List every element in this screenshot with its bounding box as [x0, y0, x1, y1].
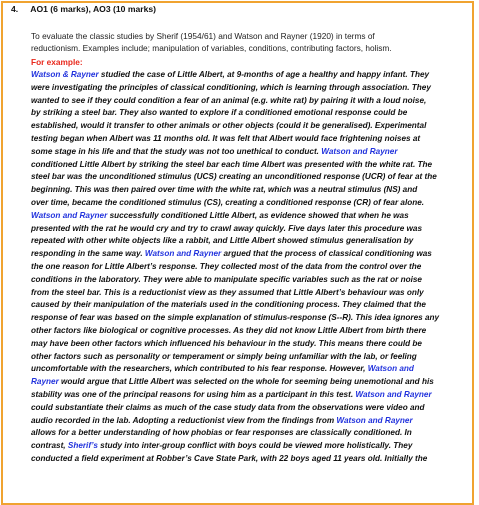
- answer-line: [31, 235, 471, 248]
- answer-text: caused by their manipulation of the materials used in the conditioning process. They claimed that the: [31, 300, 426, 310]
- answer-text: argued that the process of classical conditioning was: [221, 249, 432, 259]
- answer-line: [31, 210, 471, 223]
- answer-line: [31, 146, 471, 159]
- answer-line: [31, 69, 471, 82]
- question-header: [11, 4, 156, 14]
- answer-text: from the steel bar. This is a reductionist view as they assumed that Little Albert’s behaviour was only: [31, 287, 424, 297]
- answer-text: steel bar was the unconditioned stimulus (UCS) creating an unconditioned response (UCR) of fear at the: [31, 172, 437, 182]
- answer-text: over time, became the conditioned stimulus (CS), creating a conditioned response (CR) of fear alone.: [31, 197, 425, 207]
- answer-text: other factors like biological or cognitive processes. As they did not know Little Albert from birth there: [31, 325, 427, 335]
- question-number: 4.: [11, 4, 19, 14]
- answer-text: allows for a better understanding of how phobias or fear responses are classically conditioned. In: [31, 428, 412, 438]
- answer-line: [31, 453, 471, 466]
- answer-text: contrast,: [31, 441, 68, 451]
- answer-line: [31, 120, 471, 133]
- answer-line: [31, 223, 471, 236]
- study-name-highlight: Rayner: [31, 377, 59, 387]
- study-name-highlight: Sherif’s: [67, 441, 98, 451]
- answer-text: the one reason for Little Albert’s response. They collected most of the data from the control over the: [31, 261, 422, 271]
- answer-text: could substantiate their claims as much of the case study data from the observations were video and: [31, 402, 425, 412]
- answer-line: [31, 261, 471, 274]
- example-answer-text: [31, 69, 471, 466]
- answer-text: by striking a steel bar. They also wanted to explore if a conditioned emotional response could be: [31, 108, 408, 118]
- answer-text: responding in the same way.: [31, 249, 145, 259]
- answer-text: presented with the rat he would cry and try to crawl away quickly. Five days later this procedure was: [31, 223, 422, 233]
- answer-line: [31, 159, 471, 172]
- answer-text: uncomfortable with the researchers, which contributed to his fear response. However,: [31, 364, 368, 374]
- answer-line: [31, 184, 471, 197]
- answer-text: would argue that Little Albert was selected on the whole for seeming being unemotional and his: [58, 377, 434, 387]
- question-intro: [31, 30, 467, 54]
- answer-line: [31, 415, 471, 428]
- answer-text: response of fear was based on the simple explanation of stimulus-response (S--R). This idea ignores any: [31, 313, 440, 323]
- answer-text: testing began when Albert was 11 months old. It was felt that Albert would face frightening noises at: [31, 133, 421, 143]
- answer-text: stability was one of the principal reasons for using him as a participant in this test.: [31, 389, 356, 399]
- study-name-highlight: Watson and Rayner: [31, 210, 108, 220]
- question-marks: AO1 (6 marks), AO3 (10 marks): [30, 4, 157, 14]
- answer-line: [31, 171, 471, 184]
- answer-line: [31, 133, 471, 146]
- answer-line: [31, 376, 471, 389]
- answer-text: other factors such as personality or temperament or simply being unfamiliar with the lab, or feeling: [31, 351, 417, 361]
- answer-line: [31, 325, 471, 338]
- answer-line: [31, 351, 471, 364]
- intro-line: To evaluate the classic studies by Sherif (1954/61) and Watson and Rayner (1920) in terms of: [31, 31, 375, 41]
- answer-line: [31, 95, 471, 108]
- answer-line: [31, 389, 471, 402]
- study-name-highlight: Watson and Rayner: [144, 249, 222, 259]
- study-name-highlight: Watson & Rayner: [31, 70, 99, 79]
- example-label: For example:: [31, 57, 83, 67]
- study-name-highlight: Watson and Rayner: [355, 389, 432, 399]
- answer-text: study into inter-group conflict with boys could be viewed more holistically. They: [97, 441, 413, 451]
- answer-line: [31, 274, 471, 287]
- answer-text: wanted to see if they could condition a fear of an animal (e.g. white rat) by pairing it with a loud noise,: [31, 95, 427, 105]
- answer-text: audio recorded in the lab. Adopting a reductionist view from the findings from: [31, 415, 337, 425]
- answer-line: [31, 363, 471, 376]
- answer-line: [31, 299, 471, 312]
- answer-line: [31, 287, 471, 300]
- answer-text: conducted a field experiment at Robber’s Cave State Park, with 22 boys aged 11 years old. Initially the: [31, 453, 428, 463]
- answer-line: [31, 197, 471, 210]
- answer-line: [31, 427, 471, 440]
- answer-text: conditioned Little Albert by striking the steel bar each time Albert was presented with the white rat. The: [31, 159, 433, 169]
- answer-text: conditions in the laboratory. They were able to manipulate specific variables such as the rat or noise: [31, 274, 422, 284]
- answer-text: established, would it transfer to other animals or other objects (could it be generalised). Experimental: [31, 121, 427, 131]
- answer-text: some stage in his life and that the study was not too unethical to conduct.: [31, 146, 322, 156]
- intro-line: reductionism. Examples include; manipulation of variables, conditions, contributing factors, holism.: [31, 43, 392, 53]
- answer-line: [31, 82, 471, 95]
- answer-text: beginning. This was then paired over time with the white rat, which was a neutral stimulus (NS) and: [31, 185, 418, 195]
- study-name-highlight: Watson and: [367, 364, 414, 374]
- answer-line: [31, 440, 471, 453]
- answer-line: [31, 107, 471, 120]
- answer-text: successfully conditioned Little Albert, as evidence showed that when he was: [107, 210, 409, 220]
- study-name-highlight: Watson and Rayner: [321, 146, 398, 156]
- study-name-highlight: Watson and Rayner: [336, 415, 413, 425]
- answer-text: studied the case of Little Albert, at 9-months of age a healthy and happy infant. They: [98, 70, 430, 79]
- answer-text: repeated with other white objects like a rabbit, and Little Albert showed stimulus generalisation by: [31, 236, 414, 246]
- answer-line: [31, 248, 471, 261]
- answer-line: [31, 312, 471, 325]
- answer-text: may have been other factors which influenced his behaviour in the study. This means there could be: [31, 338, 422, 348]
- answer-text: were investigating the principles of classical conditioning, which is learning through association. They: [31, 82, 431, 92]
- answer-line: [31, 338, 471, 351]
- answer-line: [31, 402, 471, 415]
